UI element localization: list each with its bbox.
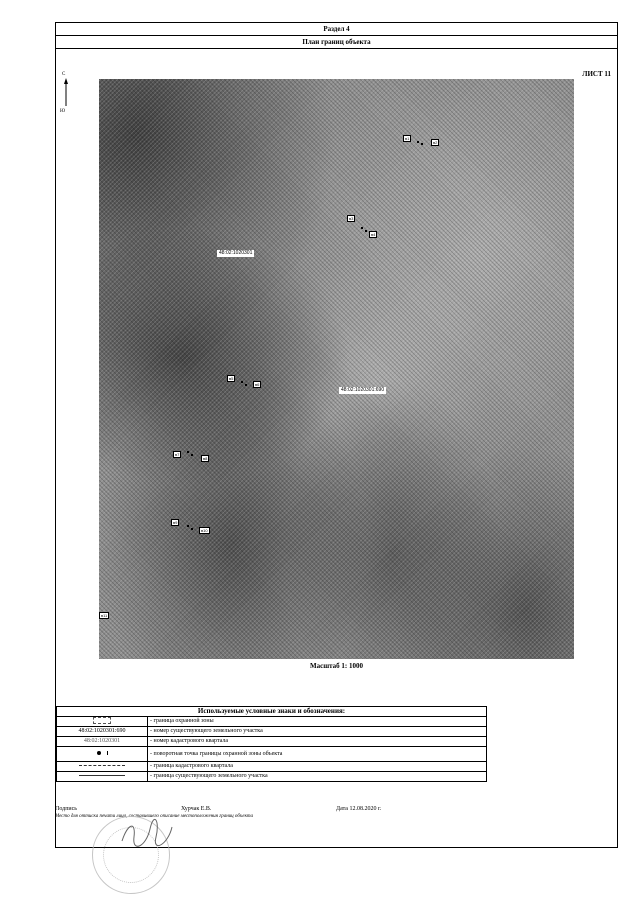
boundary-point (365, 230, 367, 232)
orthophoto-map (99, 79, 574, 659)
plan-title: План границ объекта (56, 36, 617, 49)
boundary-point (421, 143, 423, 145)
legend-symbol-text: 48:02:1020301:690 (57, 727, 148, 737)
boundary-point (187, 451, 189, 453)
point-label: в1 (405, 136, 410, 141)
legend-row (57, 747, 487, 762)
section-title: Раздел 4 (56, 23, 617, 36)
boundary-point (241, 381, 243, 383)
legend-row (57, 717, 487, 727)
point-label: в11 (101, 613, 108, 618)
parcel-label: 48:02:1020301:690 (341, 387, 385, 393)
legend-desc: - поворотная точка границы охранной зоны объекта (148, 747, 487, 762)
north-label: С (62, 72, 66, 77)
quarter-boundary-icon (79, 765, 125, 766)
signer-name: Хурчак Е.В. (181, 806, 212, 812)
point-label: в4 (371, 232, 376, 237)
legend-table (56, 706, 487, 782)
legend-symbol-text: 48:02:1020301 (57, 737, 148, 747)
point-label: в2 (433, 140, 438, 145)
point-dot-icon (97, 751, 101, 755)
legend-row (57, 727, 487, 737)
signature-label: Подпись (55, 806, 78, 812)
legend-row (57, 737, 487, 747)
point-label: в6 (255, 382, 260, 387)
legend-desc: - граница кадастрового квартала (148, 762, 487, 772)
legend-desc: - граница существующего земельного участка (148, 772, 487, 782)
south-label: Ю (60, 109, 66, 114)
legend-desc: - номер существующего земельного участка (148, 727, 487, 737)
scale-label: Масштаб 1: 1000 (310, 662, 363, 670)
point-label: в7 (175, 452, 180, 457)
signature-date: Дата 12.08.2020 г. (336, 806, 382, 812)
legend-title: Используемые условные знаки и обозначения: (57, 707, 487, 717)
parcel-boundary-icon (79, 775, 125, 776)
point-label: в8 (203, 456, 208, 461)
stamp-note: Место для оттиска печати лица, составившего описание местоположения границ объекта (55, 814, 254, 819)
point-label: в10 (201, 528, 208, 533)
boundary-point (191, 454, 193, 456)
point-tick-icon (107, 751, 108, 755)
zone-boundary-icon (93, 717, 111, 724)
boundary-point (417, 141, 419, 143)
legend-desc: - номер кадастрового квартала (148, 737, 487, 747)
point-label: в5 (229, 376, 234, 381)
document-frame (55, 22, 618, 848)
north-arrow-icon (60, 72, 72, 114)
quarter-label: 48:02:1020301 (219, 250, 253, 256)
boundary-point (187, 525, 189, 527)
point-label: в9 (173, 520, 178, 525)
legend-row (57, 762, 487, 772)
legend-row (57, 772, 487, 782)
point-label: в3 (349, 216, 354, 221)
boundary-point (361, 227, 363, 229)
handwritten-signature-icon (116, 817, 176, 849)
sheet-label: ЛИСТ 11 (582, 70, 611, 78)
boundary-point (245, 384, 247, 386)
boundary-point (191, 528, 193, 530)
legend-desc: - граница охранной зоны (148, 717, 487, 727)
